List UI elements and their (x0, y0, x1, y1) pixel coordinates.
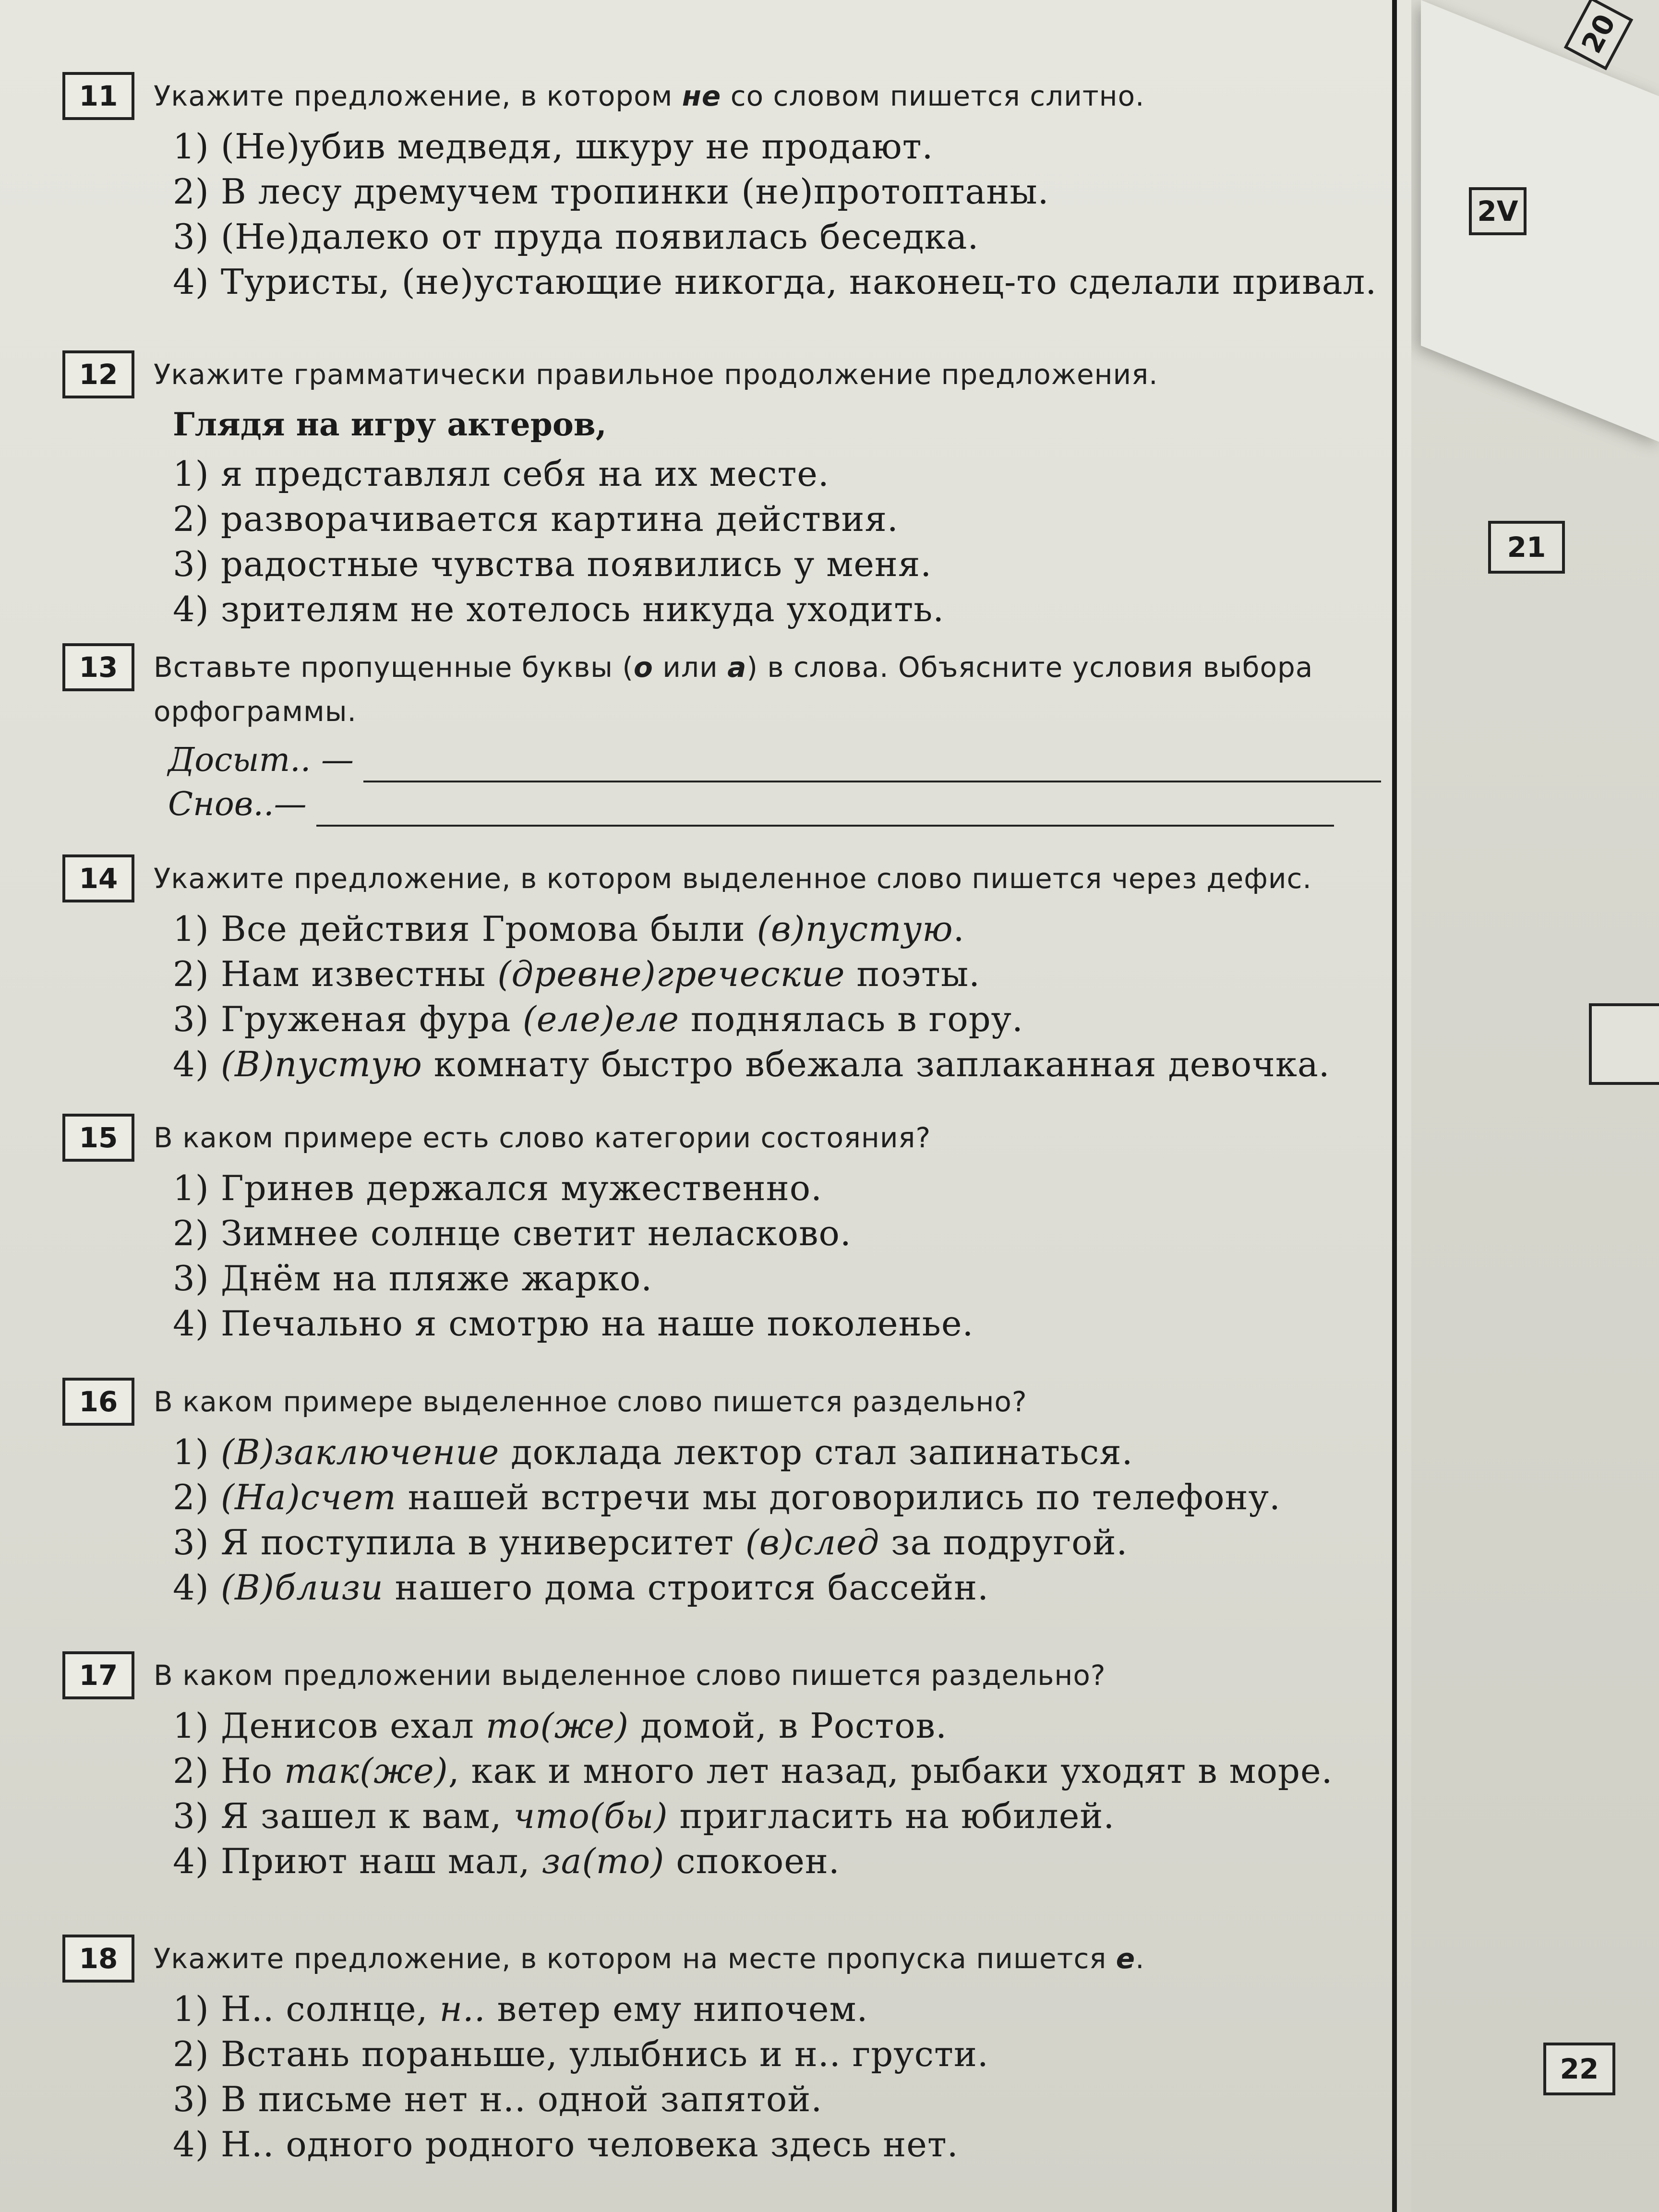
answer-option: 3) радостные чувства появились у меня. (173, 544, 932, 584)
side-question-number: 21 (1488, 521, 1565, 574)
question-prompt: В каком примере выделенное слово пишется раздельно? (154, 1385, 1027, 1418)
answer-option: 3) Днём на пляже жарко. (173, 1258, 653, 1298)
side-question-number: 20 (1564, 0, 1634, 70)
question-prompt: Укажите грамматически правильное продолжение предложения. (154, 358, 1158, 391)
question-18 (62, 1935, 1387, 2167)
question-number: 13 (62, 643, 134, 691)
question-12 (62, 350, 1387, 632)
question-17 (62, 1651, 1387, 1884)
question-prompt: Вставьте пропущенные буквы (о или а) в слова. Объясните условия выбора орфограммы. (154, 651, 1313, 728)
answer-option: 2) Но так(же), как и много лет назад, рыбаки уходят в море. (173, 1751, 1333, 1791)
answer-option: 4) Туристы, (не)устающие никогда, наконец-то сделали привал. (173, 262, 1377, 302)
question-11 (62, 72, 1387, 304)
answer-option: 3) Груженая фура (еле)еле поднялась в гору. (173, 999, 1023, 1039)
fill-blank-row: Снов..— (168, 782, 1416, 827)
answer-option: 1) Все действия Громова были (в)пустую. (173, 909, 965, 949)
answer-option: 2) В лесу дремучем тропинки (не)протоптаны. (173, 171, 1049, 212)
answer-option: 4) (В)пустую комнату быстро вбежала заплаканная девочка. (173, 1044, 1330, 1084)
side-answer-box (1589, 1003, 1659, 1085)
answer-option: 1) Денисов ехал то(же) домой, в Ростов. (173, 1706, 947, 1746)
answer-option: 1) Н.. солнце, н.. ветер ему нипочем. (173, 1989, 868, 2029)
answer-option: 4) Н.. одного родного человека здесь нет. (173, 2124, 959, 2164)
answer-option: 2) Зимнее солнце светит неласково. (173, 1213, 852, 1253)
answer-option: 3) (Не)далеко от пруда появилась беседка. (173, 216, 979, 257)
question-number: 12 (62, 350, 134, 398)
answer-option: 2) Нам известны (древне)греческие поэты. (173, 954, 981, 994)
answer-option: 2) (На)счет нашей встречи мы договорились по телефону. (173, 1477, 1281, 1517)
question-number: 14 (62, 854, 134, 902)
answer-option: 1) (Не)убив медведя, шкуру не продают. (173, 126, 934, 167)
question-prompt: В каком предложении выделенное слово пишется раздельно? (154, 1659, 1106, 1692)
side-question-number: 2V (1469, 187, 1527, 235)
question-number: 17 (62, 1651, 134, 1699)
answer-option: 4) зрителям не хотелось никуда уходить. (173, 589, 945, 629)
answer-line[interactable] (363, 752, 1381, 782)
answer-option: 4) Печально я смотрю на наше поколенье. (173, 1303, 974, 1344)
question-number: 11 (62, 72, 134, 120)
answer-line[interactable] (316, 796, 1334, 827)
answer-option: 2) разворачивается картина действия. (173, 499, 899, 539)
answer-option: 3) В письме нет н.. одной запятой. (173, 2079, 823, 2119)
question-15 (62, 1114, 1387, 1346)
answer-option: 1) (В)заключение доклада лектор стал запинаться. (173, 1432, 1133, 1472)
question-number: 15 (62, 1114, 134, 1162)
answer-option: 4) Приют наш мал, за(то) спокоен. (173, 1841, 840, 1881)
page-border-line (1392, 0, 1397, 2212)
question-number: 18 (62, 1935, 134, 1983)
answer-option: 4) (В)близи нашего дома строится бассейн. (173, 1567, 989, 1608)
question-prompt: Укажите предложение, в котором на месте пропуска пишется е. (154, 1942, 1145, 1975)
side-question-number: 22 (1543, 2043, 1615, 2095)
question-prompt: Укажите предложение, в котором выделенное слово пишется через дефис. (154, 862, 1312, 895)
answer-option: 3) Я поступила в университет (в)след за подругой. (173, 1522, 1128, 1563)
fill-blank-row: Досыт.. — (168, 738, 1416, 782)
question-prompt: Укажите предложение, в котором не со словом пишется слитно. (154, 80, 1145, 112)
question-14 (62, 854, 1387, 1087)
answer-option: 3) Я зашел к вам, что(бы) пригласить на юбилей. (173, 1796, 1115, 1836)
answer-option: 1) Гринев держался мужественно. (173, 1168, 822, 1208)
answer-option: 1) я представлял себя на их месте. (173, 454, 830, 494)
question-13 (62, 643, 1387, 827)
answer-option: 2) Встань пораньше, улыбнись и н.. грусти. (173, 2034, 989, 2074)
question-number: 16 (62, 1378, 134, 1426)
sentence-start: Глядя на игру актеров, (173, 406, 607, 443)
question-prompt: В каком примере есть слово категории состояния? (154, 1121, 931, 1154)
question-16 (62, 1378, 1387, 1610)
